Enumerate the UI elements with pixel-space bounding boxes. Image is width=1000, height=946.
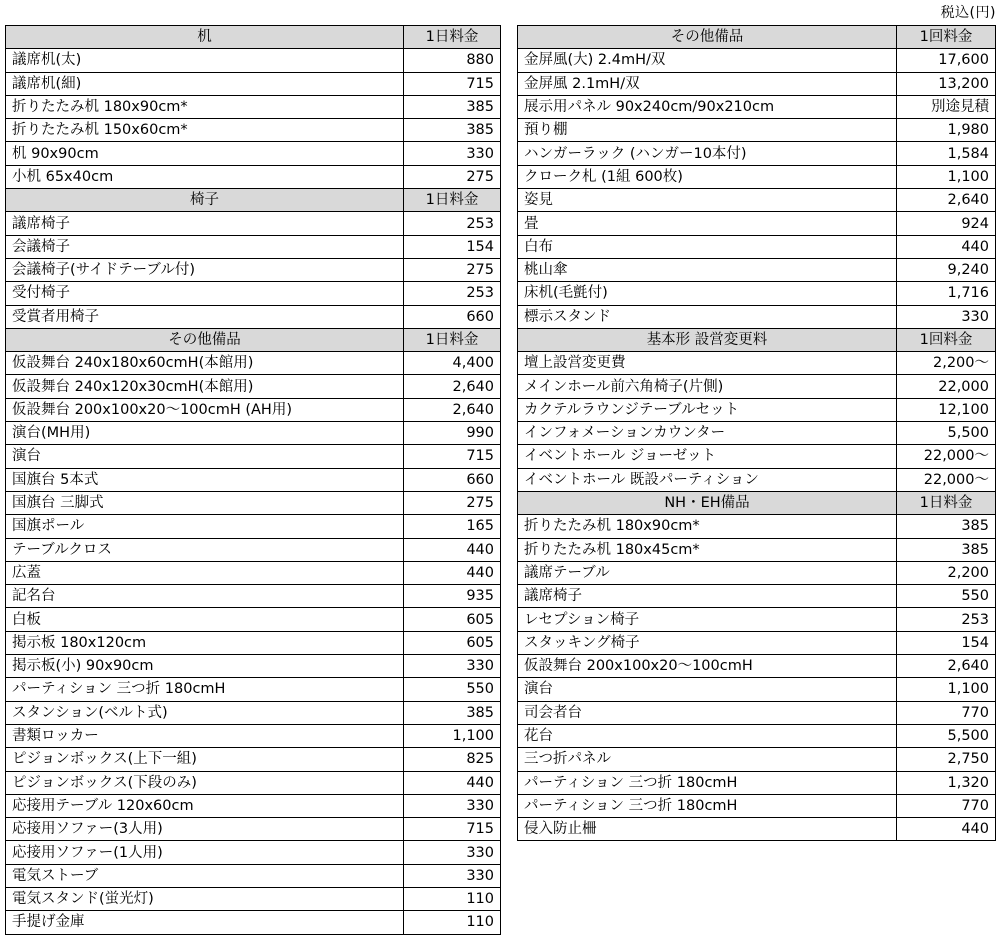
item-price: 660: [404, 468, 501, 491]
table-row: [518, 608, 996, 631]
table-row: [6, 701, 501, 724]
item-price: 330: [404, 841, 501, 864]
section-header-row: [518, 491, 996, 514]
table-row: [518, 375, 996, 398]
item-price: 440: [404, 771, 501, 794]
item-price: 715: [404, 72, 501, 95]
item-price: 22,000: [897, 375, 996, 398]
section-title: その他備品: [6, 328, 404, 351]
item-name: 応接用ソファー(3人用): [6, 818, 404, 841]
table-row: [6, 258, 501, 281]
item-name: 侵入防止柵: [518, 818, 897, 841]
section-title: 机: [6, 26, 404, 49]
item-price: 1,100: [897, 678, 996, 701]
item-name: 国旗ポール: [6, 515, 404, 538]
item-name: 会議椅子: [6, 235, 404, 258]
table-row: [6, 72, 501, 95]
item-price: 880: [404, 49, 501, 72]
item-price: 330: [404, 655, 501, 678]
item-price: 9,240: [897, 258, 996, 281]
item-price: 154: [897, 631, 996, 654]
item-name: パーティション 三つ折 180cmH: [518, 771, 897, 794]
item-name: ピジョンボックス(上下一組): [6, 748, 404, 771]
item-price: 440: [404, 538, 501, 561]
item-price: 715: [404, 445, 501, 468]
item-price: 2,200～: [897, 352, 996, 375]
section-header-row: [6, 189, 501, 212]
table-row: [6, 748, 501, 771]
item-price: 275: [404, 165, 501, 188]
item-price: 別途見積: [897, 95, 996, 118]
item-price: 2,640: [897, 189, 996, 212]
item-price: 1,716: [897, 282, 996, 305]
item-price: 165: [404, 515, 501, 538]
table-row: [6, 561, 501, 584]
table-row: [518, 678, 996, 701]
item-name: 広蓋: [6, 561, 404, 584]
item-name: 三つ折パネル: [518, 748, 897, 771]
item-price: 22,000～: [897, 468, 996, 491]
table-row: [6, 818, 501, 841]
item-price: 330: [897, 305, 996, 328]
item-name: クローク札 (1組 600枚): [518, 165, 897, 188]
item-price: 2,640: [404, 398, 501, 421]
item-name: 机 90x90cm: [6, 142, 404, 165]
item-price: 330: [404, 142, 501, 165]
item-price: 715: [404, 818, 501, 841]
table-row: [6, 678, 501, 701]
table-row: [6, 887, 501, 910]
section-header-row: [518, 328, 996, 351]
item-price: 825: [404, 748, 501, 771]
table-row: [518, 235, 996, 258]
item-price: 385: [404, 95, 501, 118]
item-name: 議席椅子: [518, 585, 897, 608]
table-row: [6, 422, 501, 445]
section-title: NH・EH備品: [518, 491, 897, 514]
item-name: スタンション(ベルト式): [6, 701, 404, 724]
fee-column-header: 1日料金: [897, 491, 996, 514]
item-price: 605: [404, 631, 501, 654]
table-row: [518, 585, 996, 608]
table-row: [518, 398, 996, 421]
table-row: [518, 701, 996, 724]
item-price: 385: [404, 119, 501, 142]
item-price: 660: [404, 305, 501, 328]
item-name: テーブルクロス: [6, 538, 404, 561]
item-price: 275: [404, 258, 501, 281]
table-row: [6, 655, 501, 678]
table-row: [518, 561, 996, 584]
table-row: [518, 95, 996, 118]
item-name: 展示用パネル 90x240cm/90x210cm: [518, 95, 897, 118]
item-price: 4,400: [404, 352, 501, 375]
item-name: ピジョンボックス(下段のみ): [6, 771, 404, 794]
table-row: [518, 538, 996, 561]
table-row: [518, 142, 996, 165]
tax-included-note: 税込(円): [940, 5, 996, 21]
item-name: 国旗台 三脚式: [6, 491, 404, 514]
table-row: [518, 49, 996, 72]
table-row: [6, 771, 501, 794]
table-row: [518, 468, 996, 491]
section-title: その他備品: [518, 26, 897, 49]
item-name: 応接用ソファー(1人用): [6, 841, 404, 864]
item-price: 1,584: [897, 142, 996, 165]
table-row: [518, 422, 996, 445]
fee-column-header: 1日料金: [404, 189, 501, 212]
item-name: 応接用テーブル 120x60cm: [6, 794, 404, 817]
item-name: 仮設舞台 200x100x20～100cmH: [518, 655, 897, 678]
section-header-row: [518, 26, 996, 49]
item-price: 935: [404, 585, 501, 608]
item-price: 253: [404, 212, 501, 235]
item-price: 12,100: [897, 398, 996, 421]
item-price: 770: [897, 701, 996, 724]
item-price: 1,100: [897, 165, 996, 188]
item-price: 110: [404, 911, 501, 934]
table-row: [6, 165, 501, 188]
table-row: [6, 841, 501, 864]
item-name: パーティション 三つ折 180cmH: [6, 678, 404, 701]
fee-column-header: 1回料金: [897, 328, 996, 351]
table-row: [518, 165, 996, 188]
item-price: 5,500: [897, 724, 996, 747]
item-name: 桃山傘: [518, 258, 897, 281]
item-name: 床机(毛氈付): [518, 282, 897, 305]
table-row: [6, 49, 501, 72]
table-row: [6, 375, 501, 398]
item-name: 標示スタンド: [518, 305, 897, 328]
item-name: スタッキング椅子: [518, 631, 897, 654]
table-row: [6, 515, 501, 538]
table-row: [6, 282, 501, 305]
table-row: [6, 794, 501, 817]
table-row: [6, 538, 501, 561]
item-name: 折りたたみ机 180x90cm*: [6, 95, 404, 118]
item-price: 605: [404, 608, 501, 631]
table-row: [518, 655, 996, 678]
item-name: イベントホール ジョーゼット: [518, 445, 897, 468]
table-row: [518, 794, 996, 817]
item-name: インフォメーションカウンター: [518, 422, 897, 445]
item-price: 385: [897, 515, 996, 538]
item-price: 385: [404, 701, 501, 724]
item-price: 2,640: [897, 655, 996, 678]
item-name: 演台(MH用): [6, 422, 404, 445]
table-row: [6, 724, 501, 747]
item-name: 折りたたみ机 180x45cm*: [518, 538, 897, 561]
fee-column-header: 1回料金: [897, 26, 996, 49]
fee-column-header: 1日料金: [404, 26, 501, 49]
table-row: [6, 491, 501, 514]
item-price: 550: [897, 585, 996, 608]
item-name: 記名台: [6, 585, 404, 608]
table-row: [6, 142, 501, 165]
item-name: 姿見: [518, 189, 897, 212]
table-row: [518, 748, 996, 771]
item-name: ハンガーラック (ハンガー10本付): [518, 142, 897, 165]
item-name: メインホール前六角椅子(片側): [518, 375, 897, 398]
item-name: 預り棚: [518, 119, 897, 142]
item-price: 1,100: [404, 724, 501, 747]
item-price: 17,600: [897, 49, 996, 72]
table-row: [6, 235, 501, 258]
table-row: [6, 95, 501, 118]
item-price: 1,320: [897, 771, 996, 794]
item-name: 会議椅子(サイドテーブル付): [6, 258, 404, 281]
table-row: [518, 258, 996, 281]
item-price: 5,500: [897, 422, 996, 445]
item-price: 253: [404, 282, 501, 305]
item-name: レセプション椅子: [518, 608, 897, 631]
table-row: [518, 282, 996, 305]
item-name: 書類ロッカー: [6, 724, 404, 747]
item-name: 白板: [6, 608, 404, 631]
section-header-row: [6, 328, 501, 351]
item-name: 仮設舞台 200x100x20～100cmH (AH用): [6, 398, 404, 421]
table-row: [518, 212, 996, 235]
table-row: [518, 189, 996, 212]
item-name: 議席テーブル: [518, 561, 897, 584]
item-price: 990: [404, 422, 501, 445]
item-name: 折りたたみ机 180x90cm*: [518, 515, 897, 538]
item-price: 2,640: [404, 375, 501, 398]
section-title: 基本形 設営変更料: [518, 328, 897, 351]
item-price: 550: [404, 678, 501, 701]
item-name: パーティション 三つ折 180cmH: [518, 794, 897, 817]
table-row: [6, 445, 501, 468]
item-price: 770: [897, 794, 996, 817]
item-price: 2,200: [897, 561, 996, 584]
item-name: 掲示板(小) 90x90cm: [6, 655, 404, 678]
item-price: 330: [404, 864, 501, 887]
table-row: [6, 468, 501, 491]
item-price: 385: [897, 538, 996, 561]
item-price: 440: [897, 235, 996, 258]
item-name: 白布: [518, 235, 897, 258]
table-row: [518, 515, 996, 538]
table-row: [6, 631, 501, 654]
table-row: [518, 119, 996, 142]
table-row: [6, 398, 501, 421]
item-price: 924: [897, 212, 996, 235]
table-row: [6, 608, 501, 631]
item-name: 小机 65x40cm: [6, 165, 404, 188]
item-name: イベントホール 既設パーティション: [518, 468, 897, 491]
section-header-row: [6, 26, 501, 49]
item-price: 330: [404, 794, 501, 817]
table-row: [6, 212, 501, 235]
table-row: [6, 864, 501, 887]
item-price: 22,000～: [897, 445, 996, 468]
table-row: [518, 72, 996, 95]
table-row: [6, 305, 501, 328]
table-row: [518, 445, 996, 468]
item-name: 掲示板 180x120cm: [6, 631, 404, 654]
item-name: 議席机(太): [6, 49, 404, 72]
table-row: [6, 352, 501, 375]
item-price: 275: [404, 491, 501, 514]
fee-column-header: 1日料金: [404, 328, 501, 351]
item-name: 仮設舞台 240x120x30cmH(本館用): [6, 375, 404, 398]
table-row: [518, 724, 996, 747]
item-name: 電気スタンド(蛍光灯): [6, 887, 404, 910]
item-name: 演台: [6, 445, 404, 468]
item-name: 国旗台 5本式: [6, 468, 404, 491]
item-name: 電気ストーブ: [6, 864, 404, 887]
item-name: 金屏風 2.1mH/双: [518, 72, 897, 95]
table-row: [518, 771, 996, 794]
table-row: [6, 911, 501, 934]
left-price-table: [5, 25, 501, 935]
item-name: 壇上設営変更費: [518, 352, 897, 375]
item-price: 1,980: [897, 119, 996, 142]
item-name: 受付椅子: [6, 282, 404, 305]
table-row: [6, 119, 501, 142]
item-name: 演台: [518, 678, 897, 701]
table-row: [518, 305, 996, 328]
item-name: 仮設舞台 240x180x60cmH(本館用): [6, 352, 404, 375]
item-price: 2,750: [897, 748, 996, 771]
table-row: [518, 818, 996, 841]
item-name: 議席椅子: [6, 212, 404, 235]
item-name: 花台: [518, 724, 897, 747]
item-name: 金屏風(大) 2.4mH/双: [518, 49, 897, 72]
item-price: 13,200: [897, 72, 996, 95]
item-price: 440: [404, 561, 501, 584]
table-row: [6, 585, 501, 608]
item-name: 議席机(細): [6, 72, 404, 95]
right-price-table: [517, 25, 996, 841]
item-name: カクテルラウンジテーブルセット: [518, 398, 897, 421]
table-row: [518, 631, 996, 654]
item-name: 受賞者用椅子: [6, 305, 404, 328]
item-price: 154: [404, 235, 501, 258]
item-price: 440: [897, 818, 996, 841]
item-name: 司会者台: [518, 701, 897, 724]
item-name: 畳: [518, 212, 897, 235]
section-title: 椅子: [6, 189, 404, 212]
item-price: 253: [897, 608, 996, 631]
item-price: 110: [404, 887, 501, 910]
item-name: 折りたたみ机 150x60cm*: [6, 119, 404, 142]
item-name: 手提げ金庫: [6, 911, 404, 934]
table-row: [518, 352, 996, 375]
